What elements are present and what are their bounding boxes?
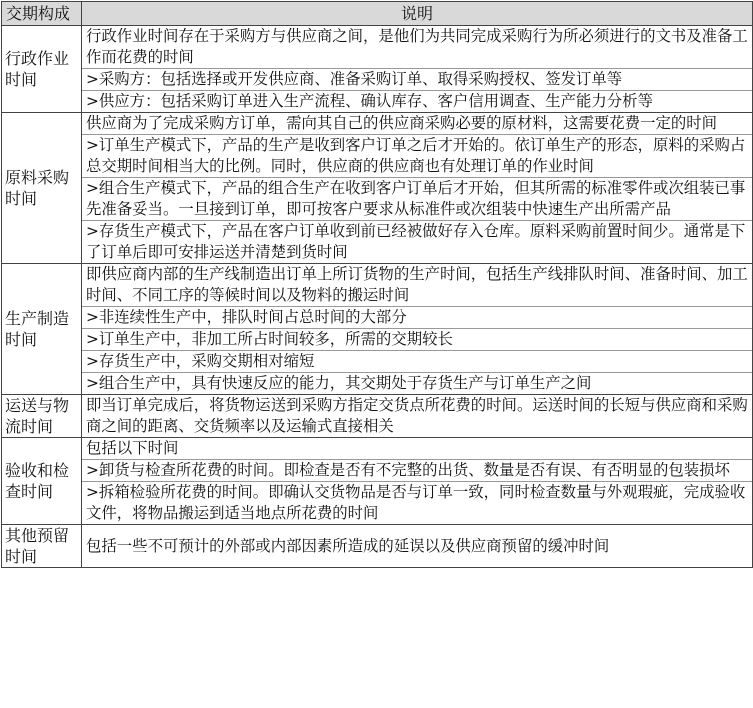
description-line: 即当订单完成后，将货物运送到采购方指定交货点所花费的时间。运送时间的长短与供应商和采购商之间的距离、交货频率以及运输式直接相关 xyxy=(86,396,748,435)
description-line: >组合生产模式下，产品的组合生产在收到客户订单后才开始，但其所需的标准零件或次组装已事先准备妥当。一旦接到订单，即可按客户要求从标准件或次组装中快速生产出所需产品 xyxy=(82,178,752,221)
description-line: >组合生产中，具有快速反应的能力，其交期处于存货生产与订单生产之间 xyxy=(86,374,592,392)
table-row xyxy=(2,113,753,264)
header-category: 交期构成 xyxy=(2,2,82,26)
description-line: 即供应商内部的生产线制造出订单上所订货物的生产时间，包括生产线排队时间、准备时间、加工时间、不同工序的等候时间以及物料的搬运时间 xyxy=(82,264,752,307)
description-cell xyxy=(82,525,753,568)
lead-time-table xyxy=(1,1,753,568)
category-cell: 运送与物流时间 xyxy=(2,395,82,438)
table-row xyxy=(2,438,753,525)
description-cell xyxy=(82,264,753,395)
description-line: >存货生产中，采购交期相对缩短 xyxy=(82,351,752,373)
description-line: 包括以下时间 xyxy=(82,438,752,460)
description-line: >卸货与检查所花费的时间。即检查是否有不完整的出货、数量是否有误、有否明显的包装损坏 xyxy=(82,460,752,482)
table-row xyxy=(2,395,753,438)
description-cell xyxy=(82,113,753,264)
table-row xyxy=(2,525,753,568)
description-line: 行政作业时间存在于采购方与供应商之间，是他们为共同完成采购行为所必须进行的文书及准备工作而花费的时间 xyxy=(82,26,752,69)
category-cell: 原料采购时间 xyxy=(2,113,82,264)
description-line: 供应商为了完成采购方订单，需向其自己的供应商采购必要的原材料，这需要花费一定的时间 xyxy=(82,113,752,135)
category-cell: 行政作业时间 xyxy=(2,26,82,113)
description-cell xyxy=(82,438,753,525)
description-line: >订单生产模式下，产品的生产是收到客户订单之后才开始的。依订单生产的形态，原料的采购占总交期时间相当大的比例。同时，供应商的供应商也有处理订单的作业时间 xyxy=(82,135,752,178)
description-line: >供应方：包括采购订单进入生产流程、确认库存、客户信用调查、生产能力分析等 xyxy=(86,92,653,110)
description-line: >采购方：包括选择或开发供应商、准备采购订单、取得采购授权、签发订单等 xyxy=(82,69,752,91)
description-line: 包括一些不可预计的外部或内部因素所造成的延误以及供应商预留的缓冲时间 xyxy=(86,536,610,555)
description-cell xyxy=(82,395,753,438)
table-row xyxy=(2,26,753,113)
header-row xyxy=(2,2,753,26)
category-cell: 其他预留时间 xyxy=(2,525,82,568)
description-line: >订单生产中，非加工所占时间较多，所需的交期较长 xyxy=(82,329,752,351)
description-cell xyxy=(82,26,753,113)
description-line: >拆箱检验所花费的时间。即确认交货物品是否与订单一致，同时检查数量与外观瑕疵，完成验收文件，将物品搬运到适当地点所花费的时间 xyxy=(86,483,746,522)
description-line: >存货生产模式下，产品在客户订单收到前已经被做好存入仓库。原料采购前置时间少。通常是下了订单后即可安排运送并清楚到货时间 xyxy=(86,222,746,261)
table-row xyxy=(2,264,753,395)
header-description: 说明 xyxy=(82,2,753,26)
category-cell: 生产制造时间 xyxy=(2,264,82,395)
category-cell: 验收和检查时间 xyxy=(2,438,82,525)
description-line: >非连续性生产中，排队时间占总时间的大部分 xyxy=(82,307,752,329)
